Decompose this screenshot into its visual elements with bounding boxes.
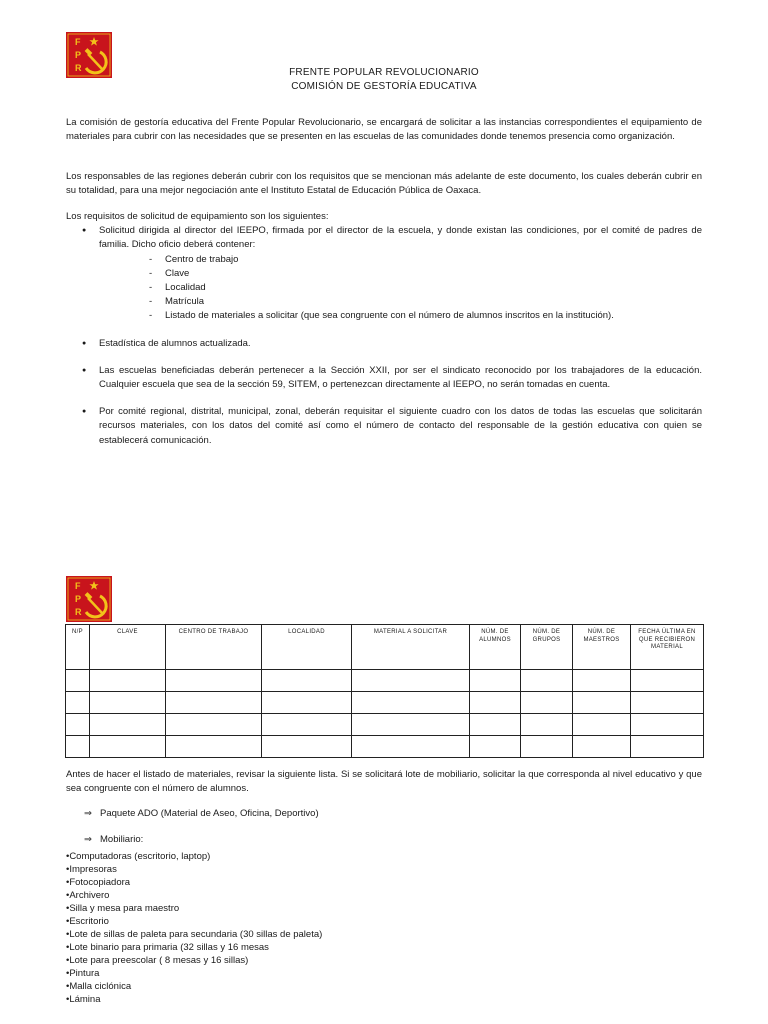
requirements-section [66,210,702,448]
list-item: •Malla ciclónica [66,981,132,992]
table-cell[interactable] [352,714,470,736]
schools-request-table [65,624,704,758]
requirements-list [66,224,702,448]
table-cell[interactable] [352,736,470,758]
table-cell[interactable] [90,736,166,758]
list-item: - Matrícula [149,295,702,309]
table-cell[interactable] [573,736,631,758]
list-item: •Impresoras [66,864,117,875]
organization-title: FRENTE POPULAR REVOLUCIONARIO [289,67,479,78]
list-item: •Lote de sillas de paleta para secundaria (30 sillas de paleta) [66,929,323,940]
column-header: CENTRO DE TRABAJO [166,625,262,670]
responsables-paragraph: Los responsables de las regiones deberán cubrir con los requisitos que se mencionan más adelante de este documento, los cuales deberán cubrir en su totalidad, para una mejor negociación ante el Instituto Estatal de Educación Pública de Oaxaca. [66,171,702,197]
table-cell[interactable] [90,692,166,714]
logo-letter: F [75,581,81,591]
list-item: •Fotocopiadora [66,877,131,888]
table-cell[interactable] [66,692,90,714]
requirement-text: Las escuelas beneficiadas deberán pertenecer a la Sección XXII, por ser el sindicato reconocido por los trabajadores de la educación. Cualquier escuela que sea de la sección 59, SITEM, o pertenezcan directamente al IEEPO, no serán tomadas en cuenta. [99,364,702,391]
table-cell[interactable] [470,714,521,736]
list-item: - Listado de materiales a solicitar (que sea congruente con el número de alumnos inscritos en la institución). [149,309,702,323]
document-header [0,66,768,94]
table-cell[interactable] [521,670,573,692]
list-item: •Silla y mesa para maestro [66,903,180,914]
table-cell[interactable] [166,692,262,714]
list-item: •Archivero [66,890,110,901]
table-cell[interactable] [90,670,166,692]
requirements-intro: Los requisitos de solicitud de equipamiento son los siguientes: [66,211,329,222]
table-cell[interactable] [470,736,521,758]
list-item: •Lámina [66,994,101,1005]
logo-letter: R [75,63,82,73]
table-cell[interactable] [352,670,470,692]
arrow-item-label: Paquete ADO (Material de Aseo, Oficina, Deportivo) [100,808,319,819]
table-cell[interactable] [631,714,704,736]
column-header: MATERIAL A SOLICITAR [352,625,470,670]
arrow-right-icon: ⇒ [84,834,92,845]
table-cell[interactable] [470,692,521,714]
table-cell[interactable] [573,714,631,736]
list-item: •Lote binario para primaria (32 sillas y 16 mesas [66,942,269,953]
oficio-contents-list [99,253,702,324]
logo-letter: P [75,594,82,604]
table-cell[interactable] [66,736,90,758]
table-header-row [66,625,704,670]
intro-paragraph: La comisión de gestoría educativa del Frente Popular Revolucionario, se encargará de solicitar a las instancias correspondientes el equipamiento de materiales para cubrir con las necesidades que se presenten en las escuelas de las comunidades donde tenemos presencia como organización. [66,117,702,143]
table-row [66,736,704,758]
table-body [66,670,704,758]
fpr-logo [66,576,112,622]
column-header: NÚM. DE ALUMNOS [470,625,521,670]
materials-note: Antes de hacer el listado de materiales, revisar la siguiente lista. Si se solicitará lote de mobiliario, solicitar la que corresponda al nivel educativo y que sea congruente con el número de alumnos. [66,769,702,795]
column-header: NÚM. DE GRUPOS [521,625,573,670]
column-header: FECHA ÚLTIMA EN QUE RECIBIERON MATERIAL [631,625,704,670]
table-cell[interactable] [166,736,262,758]
column-header: N/P [66,625,90,670]
logo-letter: P [75,50,82,60]
hammer-sickle-icon [66,576,112,622]
paquete-ado-item [84,808,319,819]
table-row [66,670,704,692]
arrow-item-label: Mobiliario: [100,834,144,845]
table-cell[interactable] [166,714,262,736]
logo-letter: R [75,607,82,617]
table-cell[interactable] [262,670,352,692]
requirement-item [66,405,702,448]
requirement-text: Por comité regional, distrital, municipal, zonal, deberán requisitar el siguiente cuadro con los datos de todas las escuelas que solicitarán recursos materiales, con los datos del comité así como el número de contacto del responsable de la gestión educativa con quien se establecerá comunicación. [99,406,702,446]
table-cell[interactable] [66,714,90,736]
table-cell[interactable] [631,670,704,692]
list-item: •Computadoras (escritorio, laptop) [66,851,211,862]
table-cell[interactable] [470,670,521,692]
table-cell[interactable] [90,714,166,736]
requirement-item [66,224,702,323]
mobiliario-list [66,850,322,1006]
table-cell[interactable] [66,670,90,692]
list-item: - Centro de trabajo [149,253,702,267]
table-cell[interactable] [262,736,352,758]
table-cell[interactable] [573,692,631,714]
table-cell[interactable] [521,714,573,736]
logo-letter: F [75,37,81,47]
commission-title: COMISIÓN DE GESTORÍA EDUCATIVA [291,81,477,92]
requirement-text: Estadística de alumnos actualizada. [99,337,251,349]
column-header: NÚM. DE MAESTROS [573,625,631,670]
table-row [66,714,704,736]
table-cell[interactable] [521,736,573,758]
mobiliario-item [84,834,143,845]
table-cell[interactable] [352,692,470,714]
table-cell[interactable] [262,714,352,736]
requirement-item [66,364,702,392]
table-row [66,692,704,714]
list-item: •Pintura [66,968,100,979]
requirement-text: Solicitud dirigida al director del IEEPO, firmada por el director de la escuela, y donde existan las condiciones, por el comité de padres de familia. Dicho oficio deberá contener: [99,225,702,251]
list-item: •Escritorio [66,916,109,927]
column-header: LOCALIDAD [262,625,352,670]
table-cell[interactable] [166,670,262,692]
requirement-item [66,337,702,351]
table-cell[interactable] [631,692,704,714]
table-cell[interactable] [631,736,704,758]
list-item: •Lote para preescolar ( 8 mesas y 16 sillas) [66,955,249,966]
list-item: - Localidad [149,281,702,295]
table-cell[interactable] [573,670,631,692]
arrow-right-icon: ⇒ [84,808,92,819]
list-item: - Clave [149,267,702,281]
table-cell[interactable] [521,692,573,714]
column-header: CLAVE [90,625,166,670]
table-cell[interactable] [262,692,352,714]
